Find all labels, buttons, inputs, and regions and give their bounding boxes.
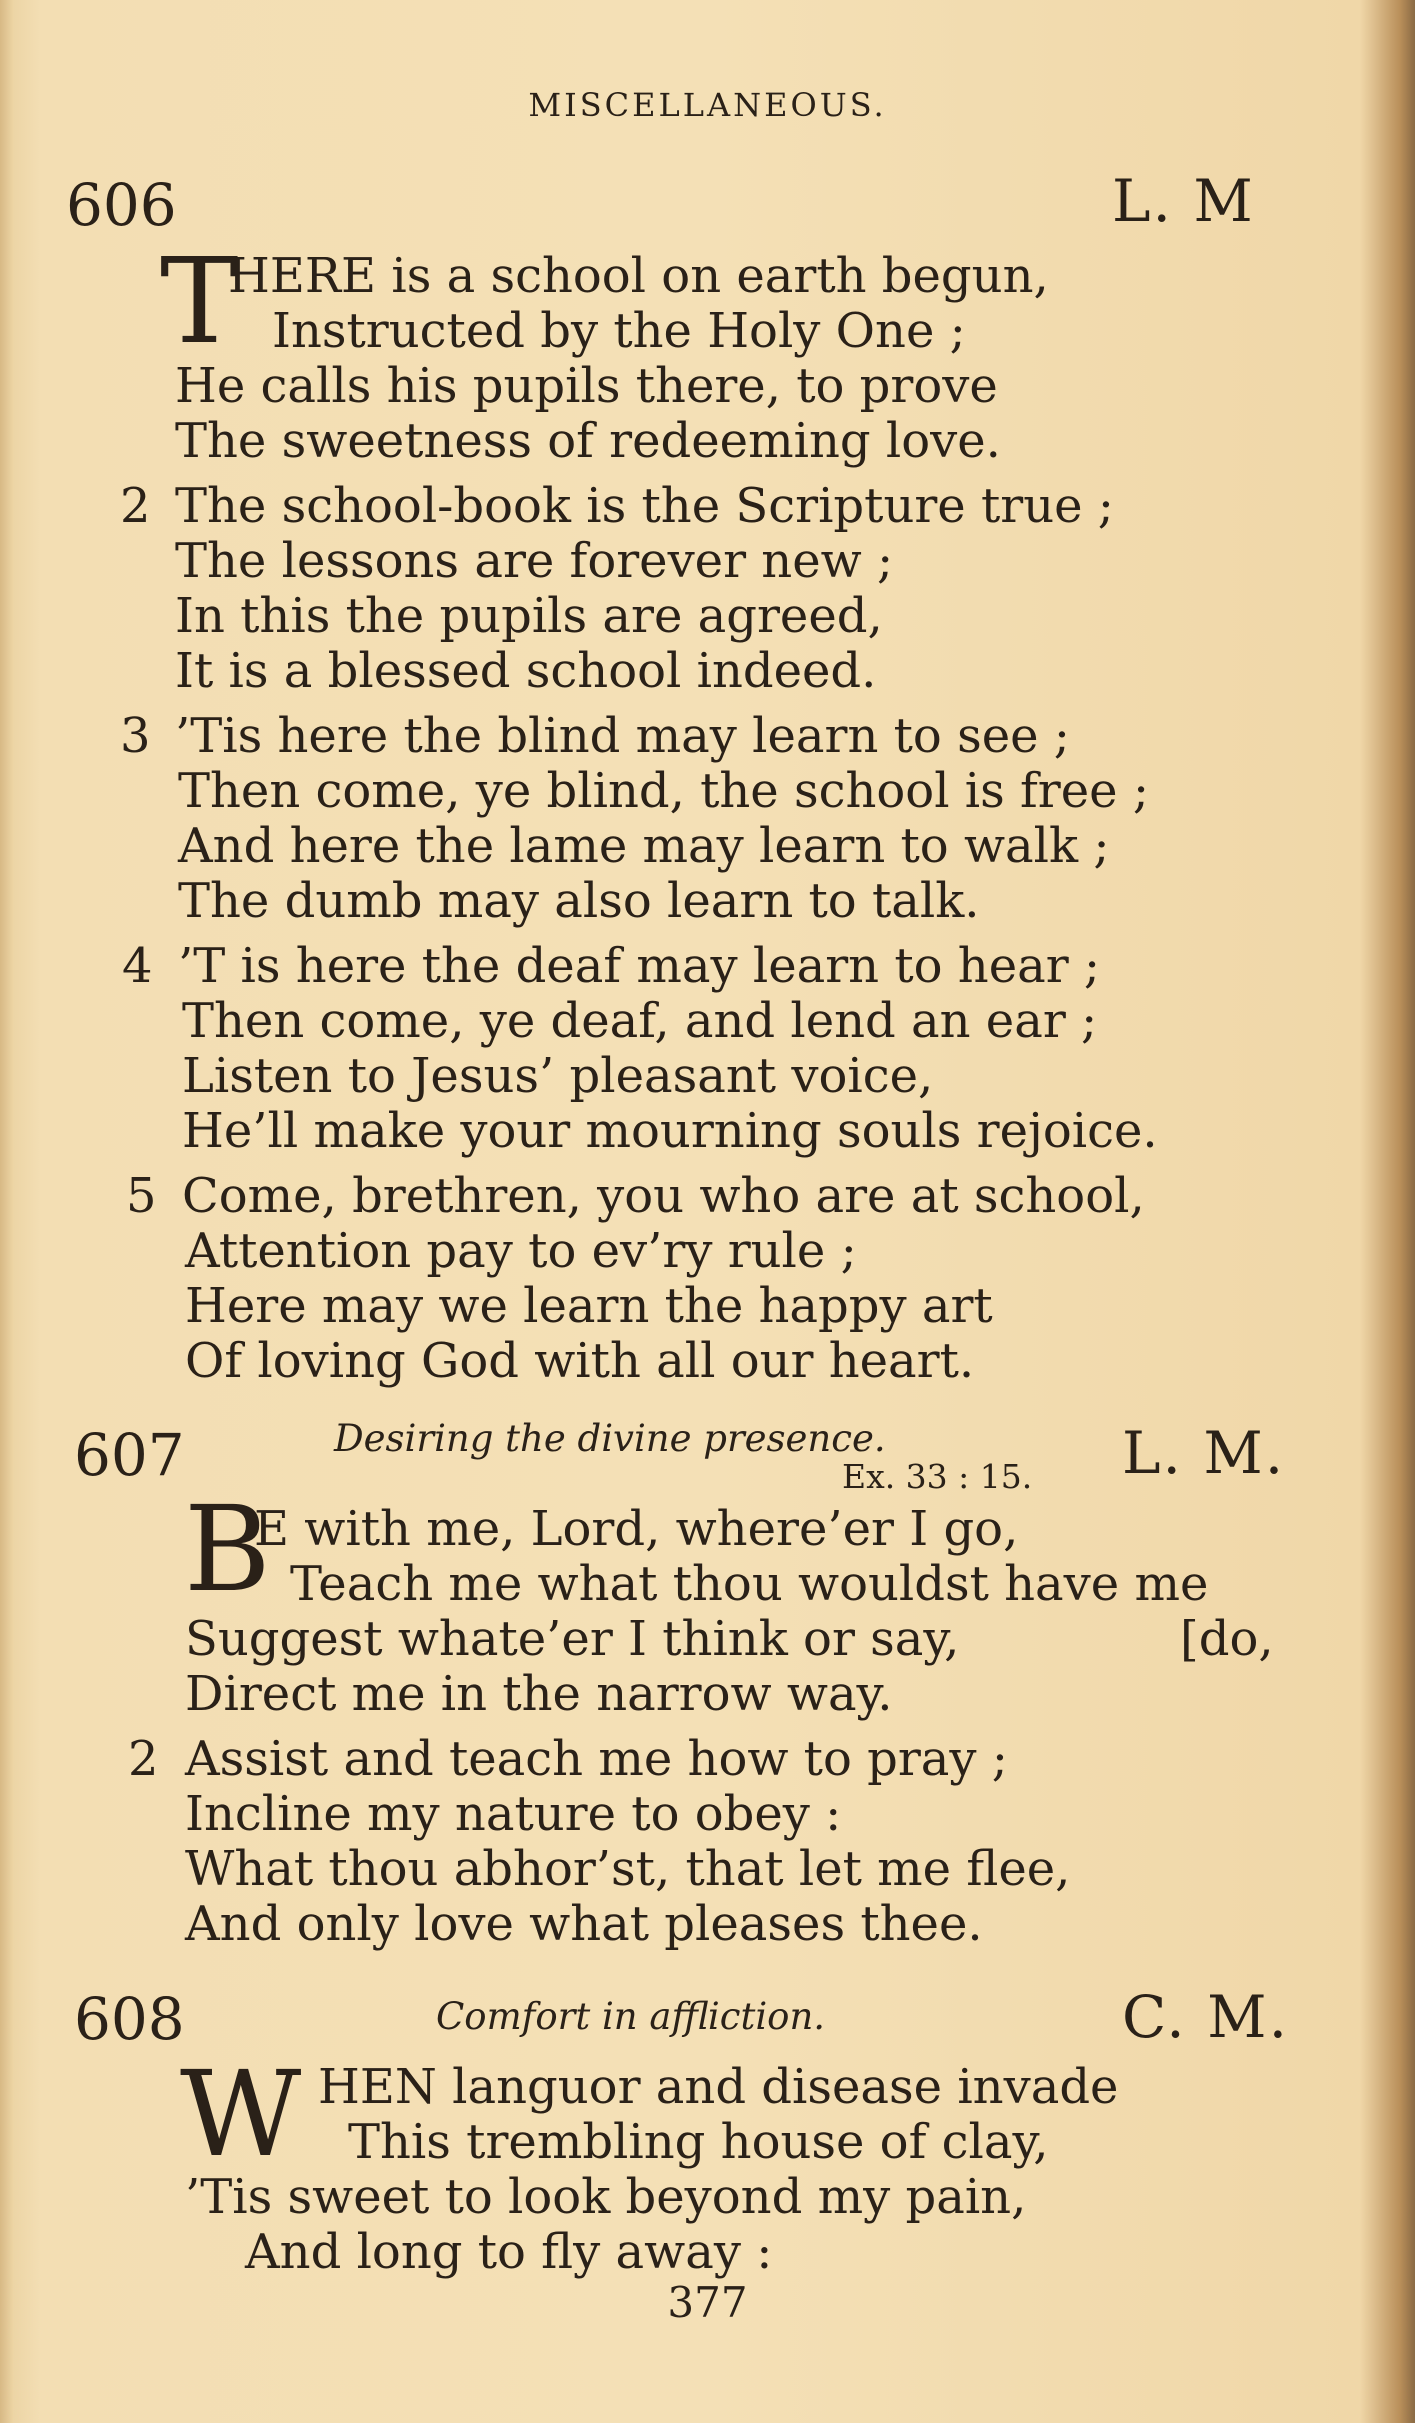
hymn-line: Teach me what thou wouldst have me: [290, 1556, 1209, 1612]
drop-cap: B: [184, 1480, 271, 1618]
running-header: MISCELLANEOUS.: [528, 86, 887, 124]
hymn-line: The school-book is the Scripture true ;: [175, 478, 1114, 534]
hymn-line: He’ll make your mourning souls rejoice.: [182, 1103, 1158, 1159]
hymn-line: HEN languor and disease invade: [318, 2059, 1119, 2115]
verse-number: 5: [126, 1168, 157, 1224]
hymn-line: Listen to Jesus’ pleasant voice,: [182, 1048, 934, 1104]
hymn-meter: L. M.: [1122, 1419, 1286, 1487]
hymn-line: Here may we learn the happy art: [185, 1278, 993, 1334]
hymn-meter: C. M.: [1122, 1983, 1290, 2051]
hymn-line: In this the pupils are agreed,: [175, 588, 883, 644]
hymn-meter: L. M: [1112, 167, 1255, 235]
hymn-line: ’Tis here the blind may learn to see ;: [175, 708, 1070, 764]
hymn-line: The lessons are forever new ;: [175, 533, 894, 589]
hymn-line: Suggest whate’er I think or say,: [185, 1611, 960, 1667]
hymn-line: Incline my nature to obey :: [185, 1786, 842, 1842]
hymn-line: E with me, Lord, where’er I go,: [254, 1501, 1019, 1557]
hymn-line: Then come, ye deaf, and lend an ear ;: [182, 993, 1098, 1049]
hymn-line: ’Tis sweet to look beyond my pain,: [185, 2169, 1027, 2225]
hymn-number: 608: [74, 1985, 185, 2053]
hymn-line: Attention pay to ev’ry rule ;: [185, 1223, 857, 1279]
hymn-line: The sweetness of redeeming love.: [175, 413, 1001, 469]
verse-number: 4: [122, 938, 153, 994]
hymn-line: Assist and teach me how to pray ;: [185, 1731, 1008, 1787]
hymn-subtitle: Comfort in affliction.: [436, 1995, 826, 2038]
hymn-line: The dumb may also learn to talk.: [178, 873, 980, 929]
scripture-reference: Ex. 33 : 15.: [842, 1457, 1033, 1496]
hymn-line: And only love what pleases thee.: [185, 1896, 983, 1952]
hymn-line: He calls his pupils there, to prove: [175, 358, 998, 414]
hymn-line: It is a blessed school indeed.: [175, 643, 877, 699]
hymn-line: ’T is here the deaf may learn to hear ;: [178, 938, 1101, 994]
page-spine-edge: [0, 0, 14, 2423]
hymn-line: And long to fly away :: [245, 2224, 773, 2280]
hymn-line: This trembling house of clay,: [348, 2114, 1049, 2170]
verse-number: 2: [120, 478, 151, 534]
hymn-line-turnover: [do,: [1180, 1611, 1274, 1667]
hymn-line: And here the lame may learn to walk ;: [178, 818, 1110, 874]
hymn-subtitle: Desiring the divine presence.: [334, 1417, 886, 1460]
hymn-line: What thou abhor’st, that let me flee,: [185, 1841, 1071, 1897]
hymn-line: Then come, ye blind, the school is free ;: [178, 763, 1149, 819]
drop-cap: T: [160, 232, 239, 370]
hymn-line: Direct me in the narrow way.: [185, 1666, 893, 1722]
hymn-line: Instructed by the Holy One ;: [272, 303, 966, 359]
drop-cap: W: [180, 2045, 302, 2183]
verse-number: 2: [128, 1731, 159, 1787]
hymn-line: Of loving God with all our heart.: [185, 1333, 975, 1389]
hymn-number: 607: [74, 1421, 185, 1489]
hymn-line: HERE is a school on earth begun,: [228, 248, 1049, 304]
hymn-line: Come, brethren, you who are at school,: [182, 1168, 1145, 1224]
hymn-number: 606: [66, 171, 177, 239]
page-number: 377: [667, 2278, 748, 2327]
verse-number: 3: [120, 708, 151, 764]
